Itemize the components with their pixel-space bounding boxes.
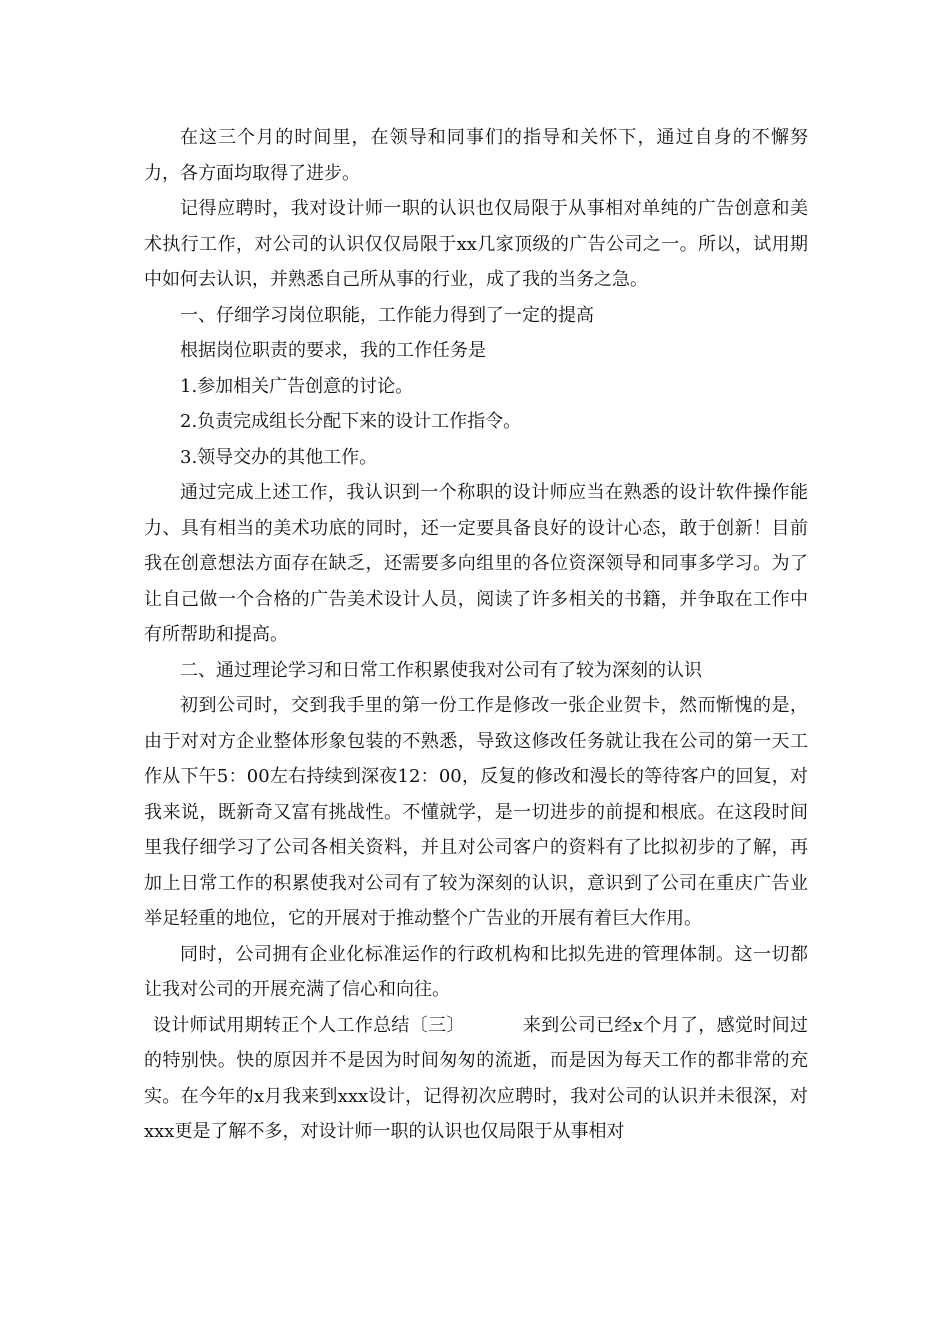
list-item-2: 2.负责完成组长分配下来的设计工作指令。 <box>180 411 522 432</box>
section-3-paragraph <box>144 1008 808 1150</box>
document-page <box>144 120 808 1150</box>
section-3-text: 来到公司已经x个月了，感觉时间过的特别快。快的原因并不是因为时间匆匆的流逝，而是因为每天工作的都非常的充实。在今年的x月我来到xxx设计，记得初次应聘时，我对公司的认识并未很深，对xxx更是了解不多，对设计师一职的认识也仅局限于从事相对 <box>144 1014 808 1142</box>
paragraph-intro: 在这三个月的时间里，在领导和同事们的指导和关怀下，通过自身的不懈努力，各方面均取得了进步。 <box>144 127 808 184</box>
paragraph-reflection: 通过完成上述工作，我认识到一个称职的设计师应当在熟悉的设计软件操作能力、具有相当的美术功底的同时，还一定要具备良好的设计心态，敢于创新！目前我在创意想法方面存在缺乏，还需要多向组里的各位资深领导和同事多学习。为了让自己做一个合格的广告美术设计人员，阅读了许多相关的书籍，并争取在工作中有所帮助和提高。 <box>144 482 808 645</box>
list-item-1: 1.参加相关广告创意的讨论。 <box>180 375 414 397</box>
section-heading-1: 一、仔细学习岗位职能，工作能力得到了一定的提高 <box>180 304 594 326</box>
paragraph-duties-intro: 根据岗位职责的要求，我的工作任务是 <box>180 340 486 361</box>
paragraph-confidence: 同时，公司拥有企业化标准运作的行政机构和比拟先进的管理体制。这一切都让我对公司的开展充满了信心和向往。 <box>144 943 808 1000</box>
paragraph-first-task: 初到公司时，交到我手里的第一份工作是修改一张企业贺卡，然而惭愧的是，由于对对方企业整体形象包装的不熟悉，导致这修改任务就让我在公司的第一天工作从下午5：00左右持续到深夜12：00，反复的修改和漫长的等待客户的回复，对我来说，既新奇又富有挑战性。不懂就学，是一切进步的前提和根底。在这段时间里我仔细学习了公司各相关资料，并且对公司客户的资料有了比拟初步的了解，再加上日常工作的积累使我对公司有了较为深刻的认识，意识到了公司在重庆广告业举足轻重的地位，它的开展对于推动整个广告业的开展有着巨大作用。 <box>144 695 808 929</box>
section-heading-2: 二、通过理论学习和日常工作积累使我对公司有了较为深刻的认识 <box>180 659 702 681</box>
list-item-3: 3.领导交办的其他工作。 <box>180 446 378 468</box>
section-3-heading: 设计师试用期转正个人工作总结〔三〕 <box>153 1014 465 1036</box>
paragraph-application: 记得应聘时，我对设计师一职的认识也仅局限于从事相对单纯的广告创意和美术执行工作，对公司的认识仅仅局限于xx几家顶级的广告公司之一。所以，试用期中如何去认识，并熟悉自己所从事的行业，成了我的当务之急。 <box>144 198 808 290</box>
